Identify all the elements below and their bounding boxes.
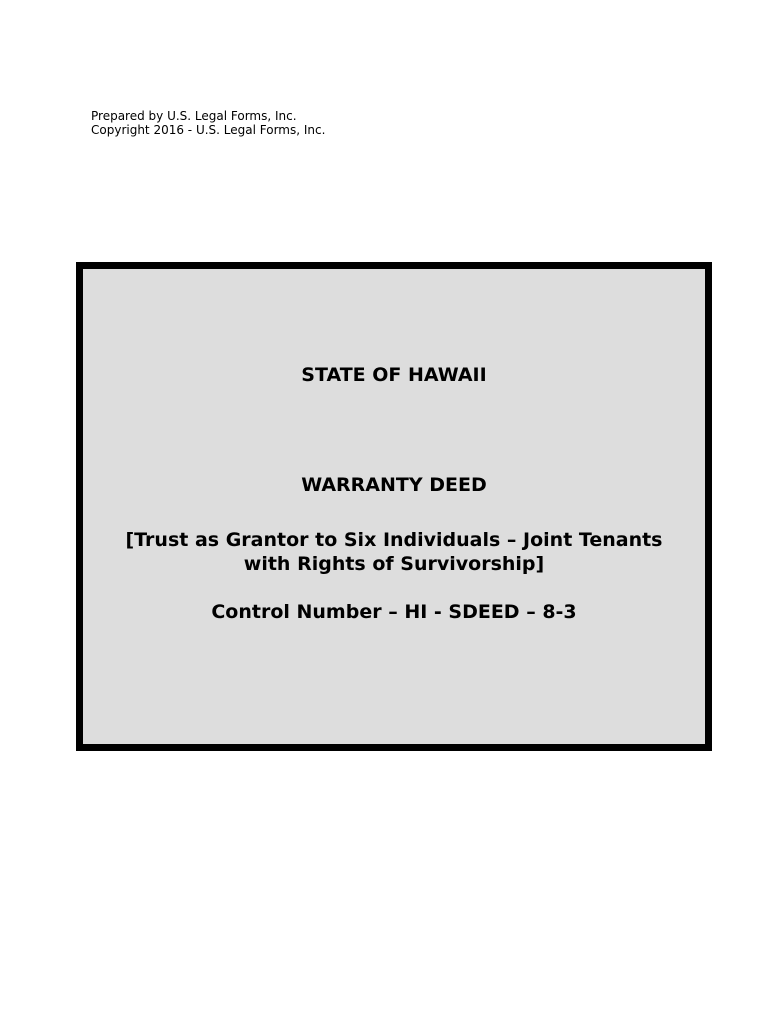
prepared-by-text: Prepared by U.S. Legal Forms, Inc. [91,109,297,123]
control-number: Control Number – HI - SDEED – 8-3 [211,601,577,623]
preparer-notice [91,109,325,137]
deed-subtitle-line-2: with Rights of Survivorship] [243,553,545,575]
deed-subtitle-line-1: [Trust as Grantor to Six Individuals – Joint Tenants [125,529,663,551]
state-title: STATE OF HAWAII [301,364,487,386]
cover-box [76,262,712,751]
copyright-text: Copyright 2016 - U.S. Legal Forms, Inc. [91,123,326,137]
deed-subtitle [83,528,705,576]
deed-title: WARRANTY DEED [301,474,487,496]
